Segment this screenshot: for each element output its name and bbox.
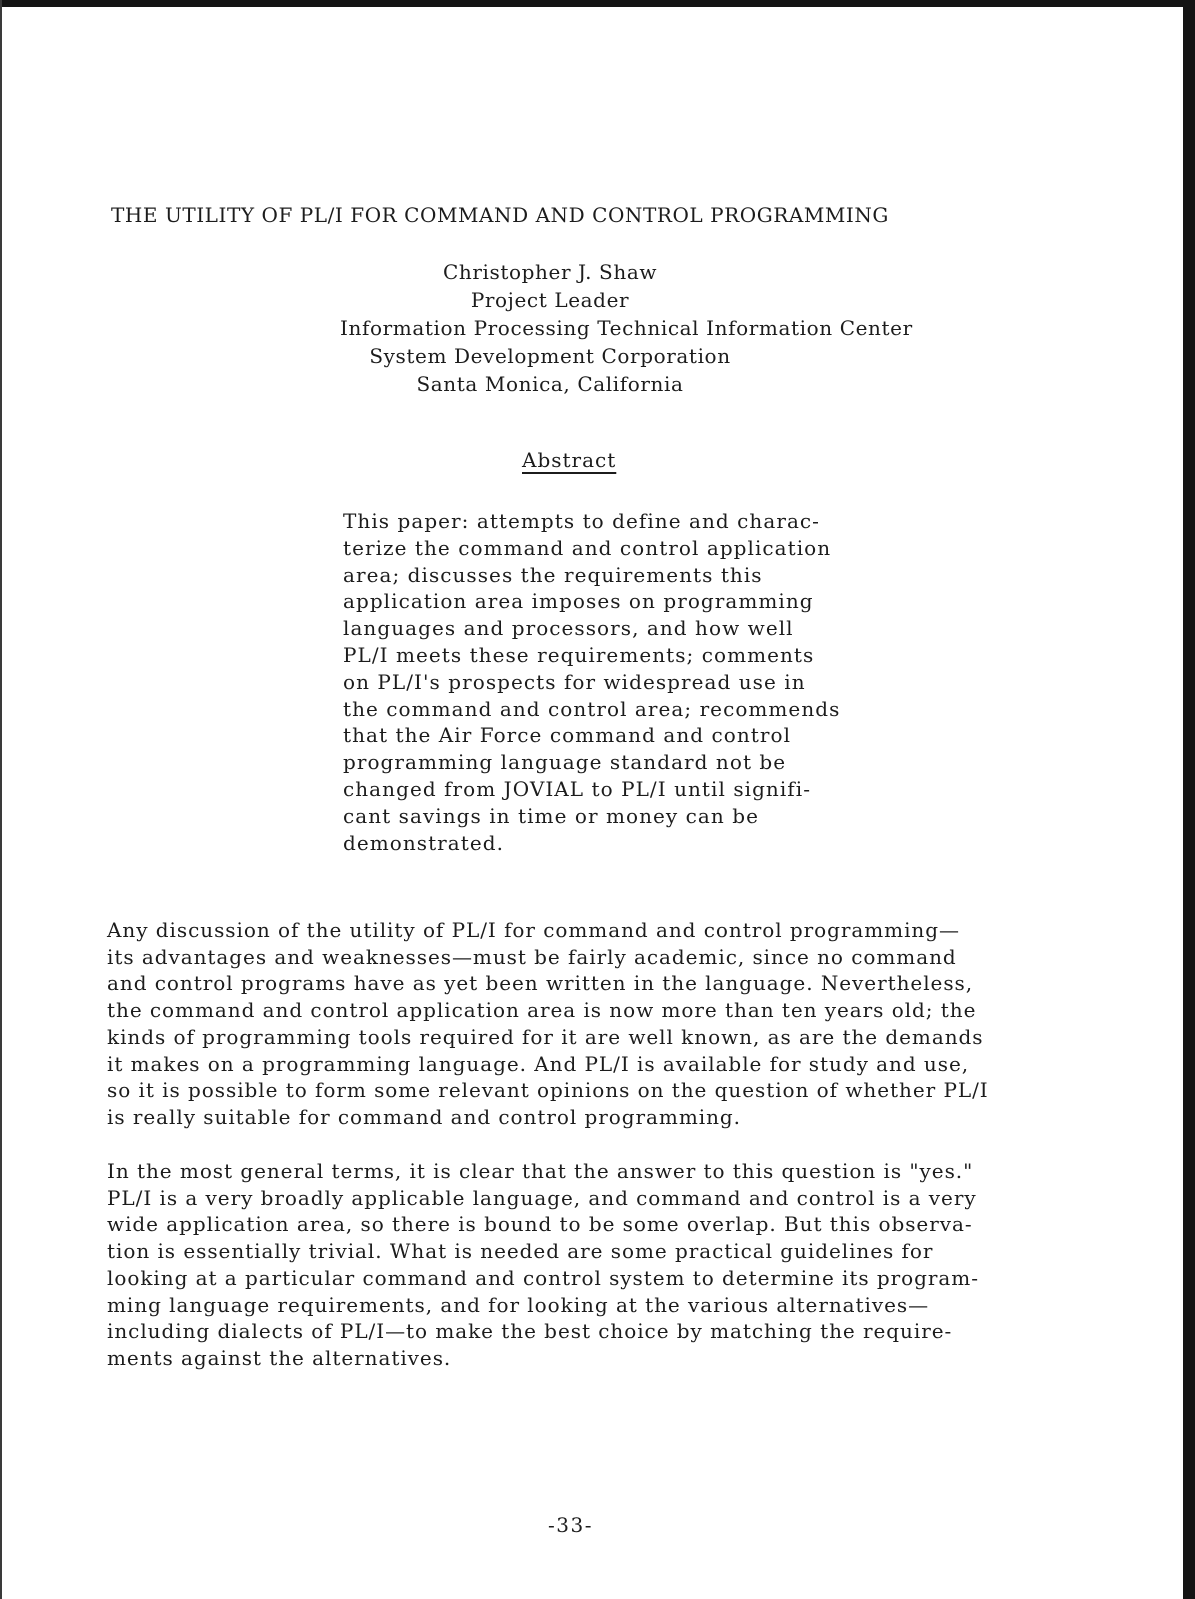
abstract-line: cant savings in time or money can be xyxy=(343,803,759,828)
abstract-line: demonstrated. xyxy=(343,830,504,855)
paragraph-line: and control programs have as yet been written in the language. Nevertheless, xyxy=(107,971,974,996)
author-department: Information Processing Technical Information Center xyxy=(340,316,913,340)
abstract-line: programming language standard not be xyxy=(343,750,787,775)
abstract-body xyxy=(343,508,883,856)
page-number: -33- xyxy=(548,1513,593,1537)
paragraph-line: PL/I is a very broadly applicable language, and command and control is a very xyxy=(107,1185,977,1210)
paragraph-line: is really suitable for command and control programming. xyxy=(107,1104,741,1129)
paragraph-line: the command and control application area is now more than ten years old; the xyxy=(107,998,977,1023)
paragraph-line: tion is essentially trivial. What is needed are some practical guidelines for xyxy=(107,1239,934,1264)
paragraph-line: including dialects of PL/I—to make the best choice by matching the require- xyxy=(107,1319,953,1344)
abstract-line: on PL/I's prospects for widespread use in xyxy=(343,669,806,694)
body-paragraph-1 xyxy=(107,917,1107,1131)
abstract-line: terize the command and control application xyxy=(343,535,832,560)
paragraph-line: wide application area, so there is bound to be some overlap. But this observa- xyxy=(107,1212,973,1237)
paper-title: THE UTILITY OF PL/I FOR COMMAND AND CONTROL PROGRAMMING xyxy=(111,203,889,227)
paragraph-line: ming language requirements, and for looking at the various alternatives— xyxy=(107,1292,930,1317)
abstract-line: PL/I meets these requirements; comments xyxy=(343,642,815,667)
abstract-line: This paper: attempts to define and charac- xyxy=(343,509,820,533)
paragraph-line: its advantages and weaknesses—must be fairly academic, since no command xyxy=(107,944,957,969)
author-role: Project Leader xyxy=(470,288,630,312)
paragraph-line: it makes on a programming language. And PL/I is available for study and use, xyxy=(107,1051,970,1076)
body-paragraph-2 xyxy=(107,1158,1107,1372)
paragraph-line: ments against the alternatives. xyxy=(107,1345,452,1370)
abstract-heading: Abstract xyxy=(522,448,617,472)
paragraph-line: Any discussion of the utility of PL/I for command and control programming— xyxy=(107,918,960,942)
paragraph-line: looking at a particular command and control system to determine its program- xyxy=(107,1265,979,1290)
paragraph-line: kinds of programming tools required for it are well known, as are the demands xyxy=(107,1024,984,1049)
author-organization: System Development Corporation xyxy=(369,344,731,368)
paragraph-line: so it is possible to form some relevant opinions on the question of whether PL/I xyxy=(107,1078,989,1103)
abstract-line: area; discusses the requirements this xyxy=(343,562,763,587)
paragraph-line: In the most general terms, it is clear that the answer to this question is "yes." xyxy=(107,1159,974,1183)
abstract-line: changed from JOVIAL to PL/I until signifi- xyxy=(343,776,812,801)
abstract-line: that the Air Force command and control xyxy=(343,723,792,748)
abstract-line: languages and processors, and how well xyxy=(343,616,794,641)
abstract-line: the command and control area; recommends xyxy=(343,696,841,721)
author-location: Santa Monica, California xyxy=(416,372,684,396)
abstract-line: application area imposes on programming xyxy=(343,589,814,614)
author-name: Christopher J. Shaw xyxy=(442,260,658,284)
author-block xyxy=(340,258,913,398)
